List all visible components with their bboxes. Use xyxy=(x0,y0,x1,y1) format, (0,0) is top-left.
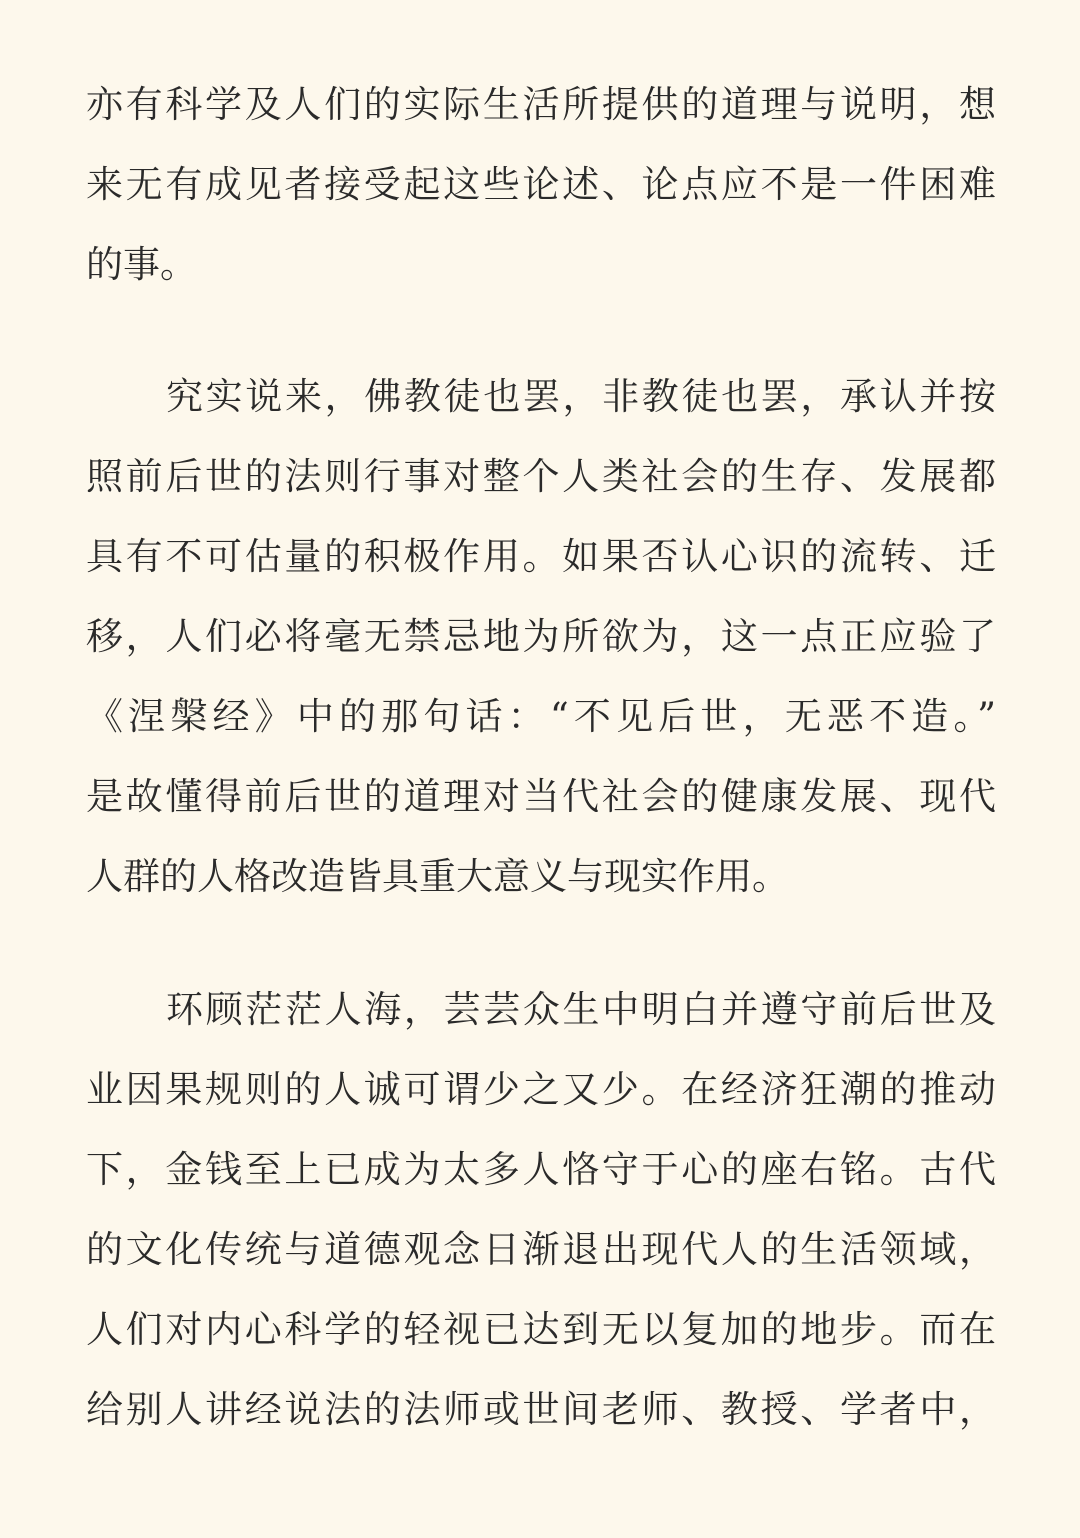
paragraph-3-line-3: 下，金钱至上已成为太多人恪守于心的座右铭。古代 xyxy=(86,1148,996,1191)
paragraph-3-line-6: 给别人讲经说法的法师或世间老师、教授、学者中， xyxy=(86,1388,996,1431)
paragraph-3-line-1: 环顾茫茫人海，芸芸众生中明白并遵守前后世及 xyxy=(166,988,996,1031)
paragraph-3-line-2: 业因果规则的人诚可谓少之又少。在经济狂潮的推动 xyxy=(86,1068,996,1111)
paragraph-2-line-5: 《涅槃经》中的那句话：“不见后世，无恶不造。” xyxy=(86,695,996,738)
paragraph-1-line-3: 的事。 xyxy=(86,243,197,286)
paragraph-3-line-4: 的文化传统与道德观念日渐退出现代人的生活领域， xyxy=(86,1228,996,1271)
paragraph-1-line-2: 来无有成见者接受起这些论述、论点应不是一件困难 xyxy=(86,163,996,206)
paragraph-1-line-1: 亦有科学及人们的实际生活所提供的道理与说明，想 xyxy=(86,83,996,126)
paragraph-3-line-5: 人们对内心科学的轻视已达到无以复加的地步。而在 xyxy=(86,1308,996,1351)
paragraph-2-line-7: 人群的人格改造皆具重大意义与现实作用。 xyxy=(86,855,789,898)
paragraph-2-line-3: 具有不可估量的积极作用。如果否认心识的流转、迁 xyxy=(86,535,996,578)
paragraph-2-line-4: 移，人们必将毫无禁忌地为所欲为，这一点正应验了 xyxy=(86,615,996,658)
paragraph-2-line-1: 究实说来，佛教徒也罢，非教徒也罢，承认并按 xyxy=(166,375,996,418)
paragraph-2-line-6: 是故懂得前后世的道理对当代社会的健康发展、现代 xyxy=(86,775,996,818)
paragraph-2-line-2: 照前后世的法则行事对整个人类社会的生存、发展都 xyxy=(86,455,996,498)
